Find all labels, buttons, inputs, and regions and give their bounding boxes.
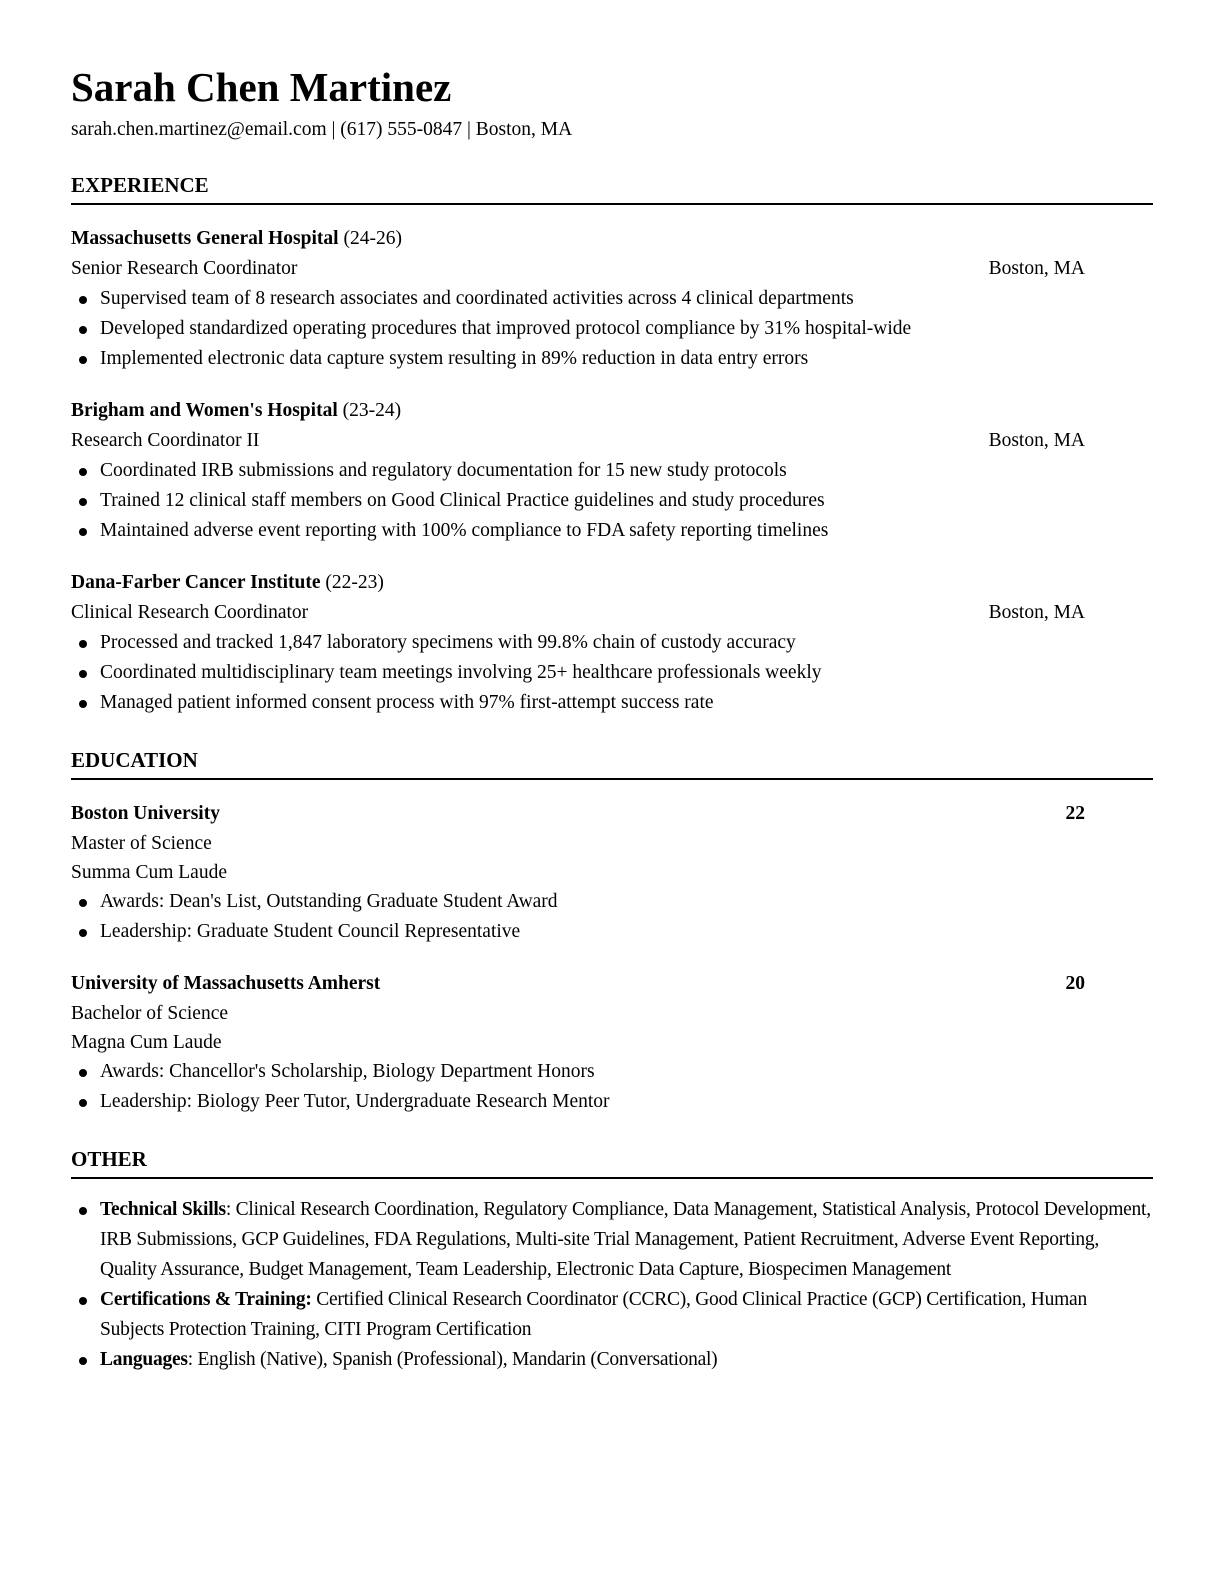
other-item-languages bbox=[71, 1345, 1153, 1375]
education-bullet-list bbox=[71, 1057, 1153, 1117]
section-education bbox=[71, 747, 1153, 1117]
bullet-item: Processed and tracked 1,847 laboratory specimens with 99.8% chain of custody accuracy bbox=[71, 628, 1153, 658]
school-name: Boston University bbox=[71, 803, 220, 824]
bullet-item: Leadership: Graduate Student Council Representative bbox=[71, 917, 1153, 947]
company-dates: (23-24) bbox=[337, 400, 402, 421]
bullet-item: Trained 12 clinical staff members on Good Clinical Practice guidelines and study procedures bbox=[71, 486, 1153, 516]
experience-bullet-list bbox=[71, 628, 1153, 718]
entry-location: Boston, MA bbox=[988, 430, 1085, 451]
company-name: Brigham and Women's Hospital bbox=[71, 400, 338, 421]
school-line bbox=[71, 799, 1153, 829]
role-line bbox=[71, 426, 1153, 456]
education-entry bbox=[71, 969, 1153, 1117]
experience-bullet-list bbox=[71, 456, 1153, 546]
other-item-text: : Clinical Research Coordination, Regulatory Compliance, Data Management, Statistical Analysis, Protocol Development, IRB Submissions, GCP Guidelines, FDA Regulations, Multi-site Trial Management, Patient Recruitment, Adverse Event Reporting, Quality Assurance, Budget Management, Team Leadership, Electronic Data Capture, Biospecimen Management bbox=[100, 1199, 1151, 1280]
role-line bbox=[71, 598, 1153, 628]
contact-line: sarah.chen.martinez@email.com | (617) 555-0847 | Boston, MA bbox=[71, 119, 573, 140]
other-item-label: Certifications & Training: bbox=[100, 1289, 312, 1310]
bullet-item: Supervised team of 8 research associates and coordinated activities across 4 clinical departments bbox=[71, 284, 1153, 314]
honors: Summa Cum Laude bbox=[71, 862, 227, 883]
role-title: Senior Research Coordinator bbox=[71, 258, 298, 279]
experience-entry bbox=[71, 224, 1153, 374]
degree: Bachelor of Science bbox=[71, 1003, 229, 1024]
experience-bullet-list bbox=[71, 284, 1153, 374]
role-title: Clinical Research Coordinator bbox=[71, 602, 309, 623]
bullet-item: Maintained adverse event reporting with 100% compliance to FDA safety reporting timelines bbox=[71, 516, 1153, 546]
graduation-year: 20 bbox=[1065, 973, 1085, 994]
entry-location: Boston, MA bbox=[988, 602, 1085, 623]
company-dates: (24-26) bbox=[338, 228, 402, 249]
other-bullet-list bbox=[71, 1195, 1153, 1375]
experience-entry bbox=[71, 396, 1153, 546]
other-item-label: Languages bbox=[100, 1349, 188, 1370]
experience-section-title: EXPERIENCE bbox=[71, 172, 1153, 205]
other-item-text: Certified Clinical Research Coordinator (CCRC), Good Clinical Practice (GCP) Certification, Human Subjects Protection Training, CITI Program Certification bbox=[100, 1289, 1087, 1340]
bullet-item: Awards: Dean's List, Outstanding Graduate Student Award bbox=[71, 887, 1153, 917]
company-dates: (22-23) bbox=[320, 572, 384, 593]
degree: Master of Science bbox=[71, 833, 212, 854]
role-title: Research Coordinator II bbox=[71, 430, 260, 451]
other-item-text: : English (Native), Spanish (Professional), Mandarin (Conversational) bbox=[187, 1349, 718, 1370]
education-bullet-list bbox=[71, 887, 1153, 947]
bullet-item: Awards: Chancellor's Scholarship, Biology Department Honors bbox=[71, 1057, 1153, 1087]
company-line bbox=[71, 224, 1153, 254]
graduation-year: 22 bbox=[1065, 803, 1085, 824]
bullet-item: Leadership: Biology Peer Tutor, Undergraduate Research Mentor bbox=[71, 1087, 1153, 1117]
company-line bbox=[71, 396, 1153, 426]
section-other bbox=[71, 1146, 1153, 1375]
school-name: University of Massachusetts Amherst bbox=[71, 973, 381, 994]
other-section-title: OTHER bbox=[71, 1146, 1153, 1179]
other-item-certifications bbox=[71, 1285, 1153, 1345]
person-name: Sarah Chen Martinez bbox=[71, 64, 452, 110]
bullet-item: Managed patient informed consent process with 97% first-attempt success rate bbox=[71, 688, 1153, 718]
bullet-item: Implemented electronic data capture system resulting in 89% reduction in data entry errors bbox=[71, 344, 1153, 374]
education-entry bbox=[71, 799, 1153, 947]
company-name: Dana-Farber Cancer Institute bbox=[71, 572, 321, 593]
company-name: Massachusetts General Hospital bbox=[71, 228, 339, 249]
bullet-item: Coordinated multidisciplinary team meetings involving 25+ healthcare professionals weekly bbox=[71, 658, 1153, 688]
bullet-item: Developed standardized operating procedures that improved protocol compliance by 31% hospital-wide bbox=[71, 314, 1153, 344]
school-line bbox=[71, 969, 1153, 999]
other-item-technical-skills bbox=[71, 1195, 1153, 1285]
role-line bbox=[71, 254, 1153, 284]
education-section-title: EDUCATION bbox=[71, 747, 1153, 780]
bullet-item: Coordinated IRB submissions and regulatory documentation for 15 new study protocols bbox=[71, 456, 1153, 486]
honors: Magna Cum Laude bbox=[71, 1032, 222, 1053]
other-item-label: Technical Skills bbox=[100, 1199, 226, 1220]
entry-location: Boston, MA bbox=[988, 258, 1085, 279]
company-line bbox=[71, 568, 1153, 598]
section-experience bbox=[71, 172, 1153, 718]
experience-entry bbox=[71, 568, 1153, 718]
